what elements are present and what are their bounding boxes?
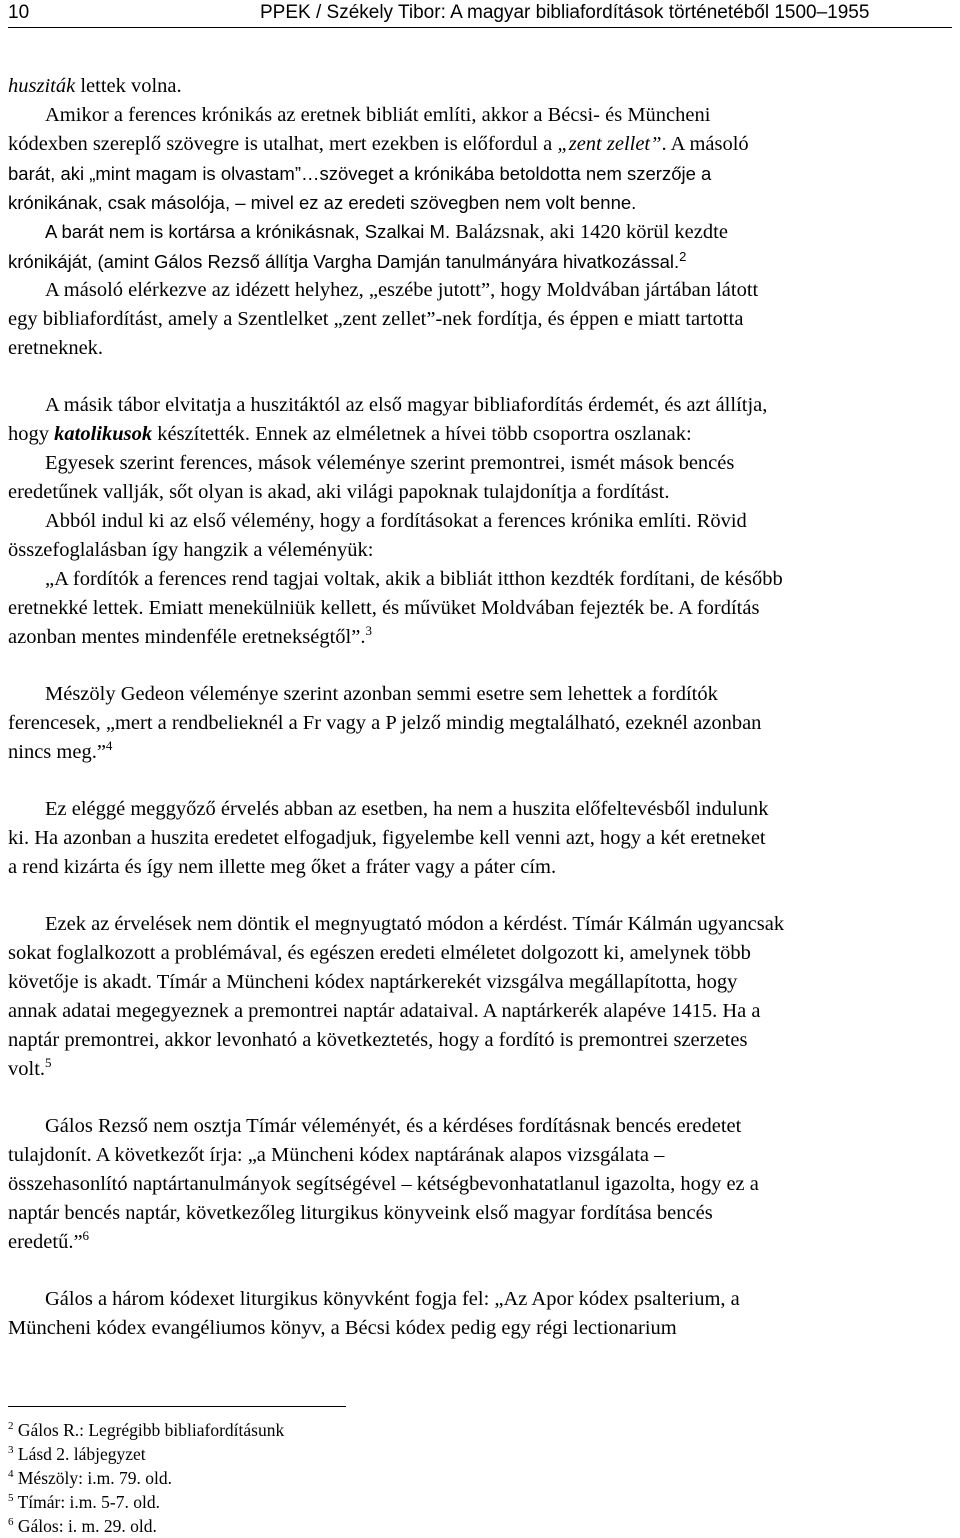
text-line: ki. Ha azonban a huszita eredetet elfogadjuk, figyelembe kell venni azt, hogy a két eretneket: [8, 827, 766, 849]
footnote: $^4$ Mészöly: i.m. 79. old.: [8, 1468, 172, 1488]
text-line: Ez eléggé meggyőző érvelés abban az esetben, ha nem a huszita előfeltevésből indulunk: [45, 798, 769, 820]
footnote-ref[interactable]: 6: [82, 1228, 90, 1244]
text-line: a rend kizárta és így nem illette meg őket a fráter vagy a páter cím.: [8, 856, 557, 878]
text-line: naptár premontrei, akkor levonható a következtetés, hogy a fordító is premontrei szerzetes: [8, 1029, 748, 1051]
italic-word: husziták: [8, 75, 76, 97]
footnotes: [8, 1418, 284, 1538]
text-line: eretnekké lettek. Emiatt menekülniük kellett, és művüket Moldvában fejezték be. A fordítás: [8, 597, 760, 619]
text-line: hogy katolikusok készítették. Ennek az elméletnek a hívei több csoportra oszlanak:: [8, 423, 692, 445]
text-line: volt.$^5$: [8, 1055, 52, 1080]
text-line: Müncheni kódex evangéliumos könyv, a Bécsi kódex pedig egy régi lectionarium: [8, 1317, 677, 1339]
text-line: eredetű.”$^6$: [8, 1228, 90, 1253]
text-line: nincs meg.”$^4$: [8, 738, 113, 763]
text-line: tulajdonít. A következőt írja: „a Müncheni kódex naptárának alapos vizsgálata –: [8, 1144, 665, 1166]
body-text: [8, 72, 954, 1343]
footnote-ref[interactable]: 2: [679, 248, 687, 264]
text-line: kódexben szereplő szövegre is utalhat, mert ezekben is előfordul a „zent zellet”. A másoló: [8, 133, 749, 155]
text-line: összehasonlító naptártanulmányok segítségével – kétségbevonhatatlanul igazolta, hogy ez a: [8, 1173, 759, 1195]
footnote-ref[interactable]: 5: [45, 1055, 52, 1071]
emphasis-word: katolikusok: [54, 423, 153, 445]
footnote-ref[interactable]: 4: [105, 738, 113, 754]
text-line: Ezek az érvelések nem döntik el megnyugtató módon a kérdést. Tímár Kálmán ugyancsak: [45, 913, 785, 935]
text-line: követője is akadt. Tímár a Müncheni kódex naptárkerekét vizsgálva megállapította, hogy: [8, 971, 738, 993]
text-line: A másik tábor elvitatja a huszitáktól az első magyar bibliafordítás érdemét, és azt állítja,: [45, 394, 768, 416]
footnote: $^3$ Lásd 2. lábjegyzet: [8, 1444, 146, 1464]
text-line: naptár bencés naptár, következőleg liturgikus könyveink első magyar fordítása bencés: [8, 1202, 713, 1224]
text-line: eredetűnek vallják, sőt olyan is akad, aki világi papoknak tulajdonítja a fordítást.: [8, 481, 670, 503]
running-title: PPEK / Székely Tibor: A magyar bibliafordítások történetéből 1500–1955: [260, 2, 870, 23]
text-line: Egyesek szerint ferences, mások véleménye szerint premontrei, ismét mások bencés: [45, 452, 735, 474]
text-line: annak adatai megegyeznek a premontrei naptár adataival. A naptárkerék alapéve 1415. Ha a: [8, 1000, 761, 1022]
text-line: Mészöly Gedeon véleménye szerint azonban semmi esetre sem lehettek a fordítók: [45, 683, 718, 705]
footnote-separator: [8, 1406, 346, 1407]
text-line: „A fordítók a ferences rend tagjai voltak, akik a bibliát itthon kezdték fordítani, de később: [45, 568, 783, 590]
italic-quote: „zent zellet”: [557, 133, 662, 155]
footnote: $^6$ Gálos: i. m. 29. old.: [8, 1516, 157, 1536]
text-line: A másoló elérkezve az idézett helyhez, „eszébe jutott”, hogy Moldvában jártában látott: [45, 279, 759, 301]
text-line: Gálos Rezső nem osztja Tímár véleményét, és a kérdéses fordításnak bencés eredetet: [45, 1115, 742, 1137]
text-line: A barát nem is kortársa a krónikásnak, Szalkai M. Balázsnak, aki 1420 körül kezdte: [45, 221, 728, 243]
text-line: Gálos a három kódexet liturgikus könyvként fogja fel: „Az Apor kódex psalterium, a: [45, 1288, 740, 1310]
text-line: krónikáját, (amint Gálos Rezső állítja Vargha Damján tanulmányára hivatkozással.$^2$: [8, 248, 687, 272]
text-line: barát, aki „mint magam is olvastam”…szöveget a krónikába betoldotta nem szerzője a: [8, 163, 712, 184]
text-line: összefoglalásban így hangzik a véleményük:: [8, 539, 374, 561]
text-line: Abból indul ki az első vélemény, hogy a fordításokat a ferences krónika említi. Rövid: [45, 510, 747, 532]
page-header: [8, 0, 952, 28]
footnote: $^2$ Gálos R.: Legrégibb bibliafordításunk: [8, 1420, 285, 1440]
text-line: ferencesek, „mert a rendbelieknél a Fr vagy a P jelző mindig megtalálható, ezeknél azonban: [8, 712, 762, 734]
text-line: krónikának, csak másolója, – mivel ez az eredeti szövegben nem volt benne.: [8, 192, 637, 213]
text-line: eretneknek.: [8, 337, 104, 359]
text-line: egy bibliafordítást, amely a Szentlelket „zent zellet”-nek fordítja, és éppen e miatt tartotta: [8, 308, 744, 330]
text-line: Amikor a ferences krónikás az eretnek bibliát említi, akkor a Bécsi- és Müncheni: [45, 104, 711, 126]
footnote-ref[interactable]: 3: [365, 623, 372, 639]
text-line: sokat foglalkozott a problémával, és egészen eredeti elméletet dolgozott ki, amelynek több: [8, 942, 751, 964]
text-line: azonban mentes mindenféle eretnekségtől”.$^3$: [8, 623, 372, 648]
page-number: 10: [8, 2, 30, 23]
footnote: $^5$ Tímár: i.m. 5-7. old.: [8, 1492, 160, 1512]
text-line: husziták lettek volna.: [8, 75, 182, 97]
